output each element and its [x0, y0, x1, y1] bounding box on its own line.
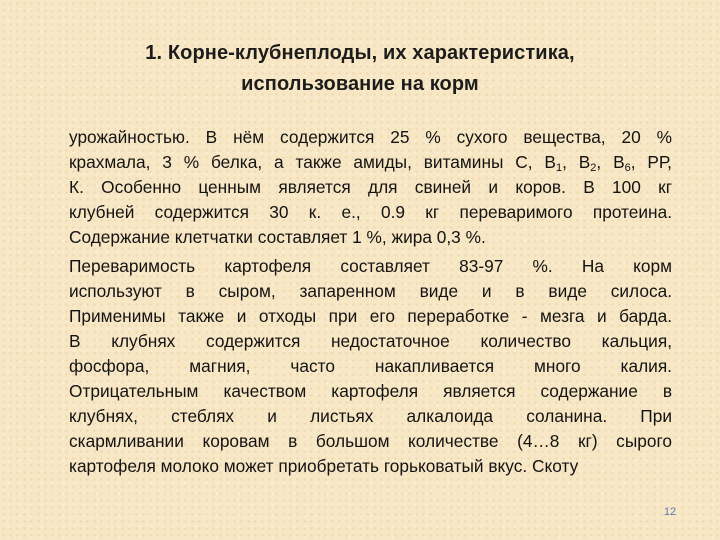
text-line: фосфора, магния, часто накапливается много калия.	[69, 356, 672, 376]
title-line-2: использование на корм	[241, 73, 479, 95]
title-line-1: 1. Корне-клубнеплоды, их характеристика,	[145, 42, 575, 64]
text-segment: , В	[596, 152, 625, 172]
text-line: урожайностью. В нём содержится 25 % сухого вещества, 20 %	[69, 127, 672, 147]
subscript: 2	[590, 162, 597, 174]
text-segment: , В	[562, 152, 591, 172]
text-line-vitamins	[69, 150, 672, 175]
paragraph-1	[69, 125, 672, 250]
subscript: 6	[624, 162, 631, 174]
text-line: Содержание клетчатки составляет 1 %, жира 0,3 %.	[69, 227, 486, 247]
text-line: К. Особенно ценным является для свиней и коров. В 100 кг	[69, 177, 672, 197]
text-line: Переваримость картофеля составляет 83-97 %. На корм	[69, 256, 672, 276]
page-number: 12	[663, 506, 677, 518]
text-line: клубней содержится 30 к. е., 0.9 кг переваримого протеина.	[69, 202, 672, 222]
text-line: скармливании коровам в большом количестве (4…8 кг) сырого	[69, 431, 672, 451]
text-line: Применимы также и отходы при его переработке - мезга и барда.	[69, 306, 672, 326]
subscript: 1	[555, 162, 563, 174]
text-line: В клубнях содержится недостаточное количество кальция,	[69, 331, 672, 351]
text-segment: , РР,	[630, 152, 672, 172]
text-line: Отрицательным качеством картофеля является содержание в	[69, 381, 672, 401]
slide-title	[80, 38, 640, 100]
text-line: картофеля молоко может приобретать горьковатый вкус. Скоту	[69, 456, 579, 476]
paragraph-2	[69, 254, 672, 479]
text-line: используют в сыром, запаренном виде и в виде силоса.	[69, 281, 672, 301]
text-segment: крахмала, 3 % белка, а также амиды, витамины С, В	[69, 152, 556, 172]
body-text	[69, 125, 672, 479]
text-line: клубнях, стеблях и листьях алкалоида соланина. При	[69, 406, 672, 426]
